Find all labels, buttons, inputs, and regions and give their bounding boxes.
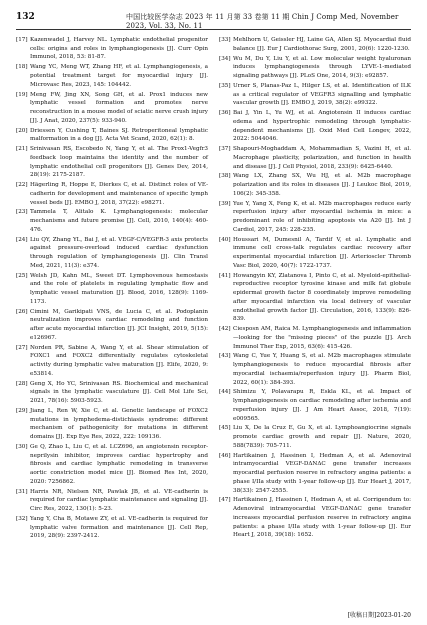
reference-entry [16, 236, 208, 271]
reference-entry [16, 443, 208, 487]
reference-text: Meng FW, Jing XN, Song GH, et al. Prox1 induces new lymphatic vessel formation and promotes nerve reconstruction in a mouse model of sciatic nerve crush injury [J]. J Anat, 2020, 237(5): 933-940. [30, 91, 208, 124]
reference-number: [35] [219, 82, 231, 89]
reference-number: [39] [219, 200, 231, 207]
reference-entry [219, 36, 411, 53]
reference-text: Hägerling R, Hoppe E, Dierkes C, et al. Distinct roles of VE-cadherin for development and maintenance of specific lymph vessel beds [J]. EMBO J, 2018, 37(22): e98271. [30, 182, 208, 206]
reference-text: Wang YC, Meng WT, Zhang HF, et al. Lymphangiogenesis, a potential treatment target for myocardial injury [J]. Microvasc Res, 2023, 145: 104442. [30, 64, 208, 88]
reference-entry [219, 55, 411, 81]
reference-text: Ciesposn AM, Raica M. Lymphangiogenesis and inflammation—looking for the "missing pieces" of the puzzle [J]. Arch Immunol Ther Exp, 2015, 63(6): 415-426. [233, 326, 411, 350]
reference-entry [16, 380, 208, 406]
reference-number: [47] [219, 497, 231, 504]
reference-entry [16, 488, 208, 514]
reference-number: [25] [16, 272, 28, 279]
reference-text: Tammela T, Alitalo K. Lymphangiogenesis: molecular mechanisms and future promise [J]. Cell, 2010, 140(4): 460-476. [30, 209, 208, 233]
reference-text: Harris NR, Nielsen NR, Pawlak JB, et al. VE-cadherin is required for cardiac lymphatic maintenance and signaling [J]. Circ Res, 2022, 130(1): 5-23. [30, 488, 208, 513]
reference-number: [30] [16, 444, 28, 451]
reference-number: [32] [16, 516, 28, 523]
reference-number: [46] [219, 452, 231, 459]
reference-entry [219, 82, 411, 108]
reference-number: [37] [219, 146, 231, 153]
reference-number: [42] [219, 326, 231, 333]
reference-text: Howangyin KY, Zlatanova I, Pinto C, et al. Myeloid-epithelial-reproductive receptor tyrosine kinase and milk fat globule epidermal growth factor 8 coordinately improve remodeling after myocardial infarction via local delivery of vascular endothelial growth factor [J]. Circulation, 2016, 133(9): 826-839. [233, 272, 411, 323]
reference-columns [16, 36, 411, 542]
reference-text: Yue Y, Yang X, Feng K, et al. M2b macrophages reduce early reperfusion injury after myocardial ischemia in mice: a predominant role of inhibiting apoptosis via A20 [J]. Int J Cardiol, 2017, 245: 228-235. [233, 200, 411, 233]
reference-text: Welsh JD, Kahn ML, Sweet DT. Lymphovenous hemostasis and the role of platelets in regulating lymphatic flow and lymphatic vessel maturation [J]. Blood, 2016, 128(9): 1169-1173. [30, 272, 208, 305]
reference-text: Jiang L, Ren W, Xie C, et al. Genetic landscape of FOXC2 mutations in lymphedema-distichiasis syndrome: different mechanism of pathogenicity for mutations in different domains [J]. Exp Eye Res, 2022, 222: 109136. [30, 408, 208, 441]
reference-entry [16, 91, 208, 126]
reference-entry [16, 515, 208, 541]
reference-text: Bai J, Yin L, Yu WJ, et al. Angiotensin II induces cardiac edema and hypertrophic remodeling through lymphatic-dependent mechanisms [J]. Oxid Med Cell Longev, 2022, 2022: 5044046. [233, 110, 411, 143]
reference-entry [16, 181, 208, 207]
reference-number: [31] [16, 488, 28, 495]
journal-title-line: 中国比较医学杂志 2023 年 11 月第 33 卷第 11 期 Chin J Comp Med, November 2023, Vol. 33, No. 11 [126, 13, 399, 30]
reference-text: Liu X, De la Cruz E, Gu X, et al. Lymphoangiocrine signals promote cardiac growth and repair [J]. Nature, 2020, 588(7839): 705-711. [233, 425, 411, 449]
reference-entry [219, 325, 411, 351]
reference-number: [45] [219, 425, 231, 432]
reference-text: Wang C, Yue Y, Huang S, et al. M2b macrophages stimulate lymphangiogenesis to reduce myocardial fibrosis after myocardial ischaemia/reperfusion injury [J]. Pharm Biol, 2022, 60(1): 384-393. [233, 353, 411, 386]
reference-text: Hartikainen J, Hassinen I, Hedman A, et al. Adenoviral intramyocardial VEGF-DΔNΔC gene transfer increases myocardial perfusion reserve in refractory angina patients: a phase I/IIa study with 1-year follow-up [J]. Eur Heart J, 2017, 38(33): 2547-2555. [233, 452, 411, 494]
reference-column-left [16, 36, 208, 542]
reference-text: Geng X, Ho YC, Srinivasan RS. Biochemical and mechanical signals in the lymphatic vasculature [J]. Cell Mol Life Sci, 2021, 78(16): 5903-5923. [30, 380, 208, 405]
reference-entry [16, 308, 208, 343]
reference-number: [18] [16, 64, 28, 71]
reference-entry [16, 272, 208, 307]
reference-entry [16, 145, 208, 180]
reference-text: Wang LX, Zhang SX, Wu HJ, et al. M2b macrophage polarization and its roles in diseases [J]. J Leukoc Biol, 2019, 106(2): 345-358. [233, 173, 411, 197]
reference-number: [27] [16, 344, 28, 351]
reference-text: Srinivasan RS, Escobedo N, Yang Y, et al. The Prox1-Vegfr3 feedback loop maintains the identity and the number of lymphatic endothelial cell progenitors [J]. Genes Dev, 2014, 28(19): 2175-2187. [30, 146, 208, 179]
reference-number: [44] [219, 389, 231, 396]
reference-entry [219, 272, 411, 324]
reference-text: Ge Q, Zhao L, Liu C, et al. LCZ696, an angiotensin receptor-neprilysin inhibitor, improves cardiac hypertrophy and fibrosis and cardiac lymphatic remodeling in transverse aortic constriction model mice [J]. Biomed Res Int, 2020, 2020: 7256862. [30, 444, 208, 485]
reference-text: Shapouri-Moghaddam A, Mohammadian S, Vazini H, et al. Macrophage plasticity, polarization, and function in health and disease [J]. J Cell Physiol, 2018, 233(9): 6425-6440. [233, 146, 411, 170]
reference-entry [219, 236, 411, 271]
reference-entry [219, 145, 411, 171]
reference-text: Norden PR, Sabine A, Wang Y, et al. Shear stimulation of FOXC1 and FOXC2 differentially regulates cytoskeletal activity during lymphatic valve maturation [J]. Elife, 2020, 9: e53814. [30, 344, 208, 377]
reference-entry [219, 352, 411, 387]
reference-text: Urner S, Planas-Paz L, Hilger LS, et al. Identification of ILK as a critical regulator of VEGFR3 signalling and lymphatic vascular growth [J]. EMBO J, 2019, 38(2): e99322. [233, 82, 411, 107]
reference-text: Liu QY, Zhang YL, Bai J, et al. VEGF-C/VEGFR-3 axis protects against pressure-overload induced cardiac dysfunction through regulation of lymphangiogenesis [J]. Clin Transl Med, 2021, 11(3): e374. [30, 236, 208, 269]
reference-entry [16, 407, 208, 442]
reference-text: Driessen Y, Cushing T, Baines SJ. Retroperitoneal lymphatic malformation in a dog [J]. Acta Vet Scand, 2020, 62(1): 8. [30, 127, 208, 143]
page-number: 132 [16, 12, 35, 22]
reference-number: [17] [16, 37, 28, 43]
reference-number: [43] [219, 353, 231, 360]
reference-number: [21] [16, 146, 28, 153]
reference-entry [219, 172, 411, 198]
reference-entry [219, 200, 411, 235]
reference-entry [16, 208, 208, 234]
reference-number: [36] [219, 110, 231, 117]
reference-text: Cimini M, Garikipati VNS, de Lucia C, et al. Podoplanin neutralization improves cardiac remodeling and function after acute myocardial infarction [J]. JCI Insight, 2019, 5(15): e126967. [30, 308, 208, 341]
reference-number: [19] [16, 91, 28, 98]
reference-number: [28] [16, 380, 28, 387]
reference-text: Shimizu Y, Polavarapu R, Eskla KL, et al. Impact of lymphangiogenesis on cardiac remodeling after ischemia and reperfusion injury [J]. J Am Heart Assoc, 2018, 7(19): e009565. [233, 389, 411, 422]
reference-text: Wu M, Du Y, Liu Y, et al. Low molecular weight hyaluronan induces lymphangiogenesis through LYVE-1-mediated signaling pathways [J]. PLoS One, 2014, 9(3): e92857. [233, 55, 411, 79]
reference-text: Mehlhorn U, Geissler HJ, Laine GA, Allen SJ. Myocardial fluid balance [J]. Eur J Cardiothorac Surg, 2001, 20(6): 1220-1230. [233, 37, 411, 52]
reference-entry [16, 36, 208, 62]
reference-number: [20] [16, 127, 28, 134]
reference-number: [26] [16, 308, 28, 315]
reference-entry [16, 127, 208, 144]
reference-text: Kazenwadel J, Harvey NL. Lymphatic endothelial progenitor cells: origins and roles in lymphangiogenesis [J]. Curr Opin Immunol, 2018, 53: 81-87. [30, 37, 208, 61]
received-date: [收稿日期]2023-01-20 [347, 612, 411, 619]
reference-entry [219, 496, 411, 540]
reference-entry [16, 63, 208, 89]
reference-number: [22] [16, 182, 28, 189]
reference-number: [34] [219, 55, 231, 62]
reference-number: [33] [219, 37, 231, 43]
reference-entry [16, 344, 208, 379]
reference-entry [219, 424, 411, 450]
reference-entry [219, 452, 411, 496]
reference-number: [41] [219, 272, 231, 279]
reference-number: [40] [219, 236, 231, 243]
reference-number: [24] [16, 236, 28, 243]
reference-number: [29] [16, 408, 28, 415]
running-header [16, 12, 411, 30]
reference-text: Hartikainen J, Hassinen I, Hedman A, et al. Corrigendum to: Adenoviral intramyocardial VEGF-DΔNΔC gene transfer increases myocardial perfusion reserve in refractory angina patients: a phase I/IIa study with 1-year follow-up [J]. Eur Heart J, 2018, 39(18): 1652. [233, 497, 411, 539]
reference-entry [219, 109, 411, 144]
reference-number: [38] [219, 173, 231, 180]
reference-text: Houssari M, Dumesnil A, Tardif V, et al. Lymphatic and immune cell cross-talk regulates cardiac recovery after experimental myocardial infarction [J]. Arterioscler Thromb Vasc Biol, 2020, 40(7): 1722-1737. [233, 236, 411, 269]
reference-column-right [219, 36, 411, 542]
reference-entry [219, 388, 411, 423]
reference-number: [23] [16, 209, 28, 216]
reference-text: Yang Y, Cha B, Motawe ZY, et al. VE-cadherin is required for lymphatic valve formation and maintenance [J]. Cell Rep, 2019, 28(9): 2397-2412. [30, 516, 208, 540]
